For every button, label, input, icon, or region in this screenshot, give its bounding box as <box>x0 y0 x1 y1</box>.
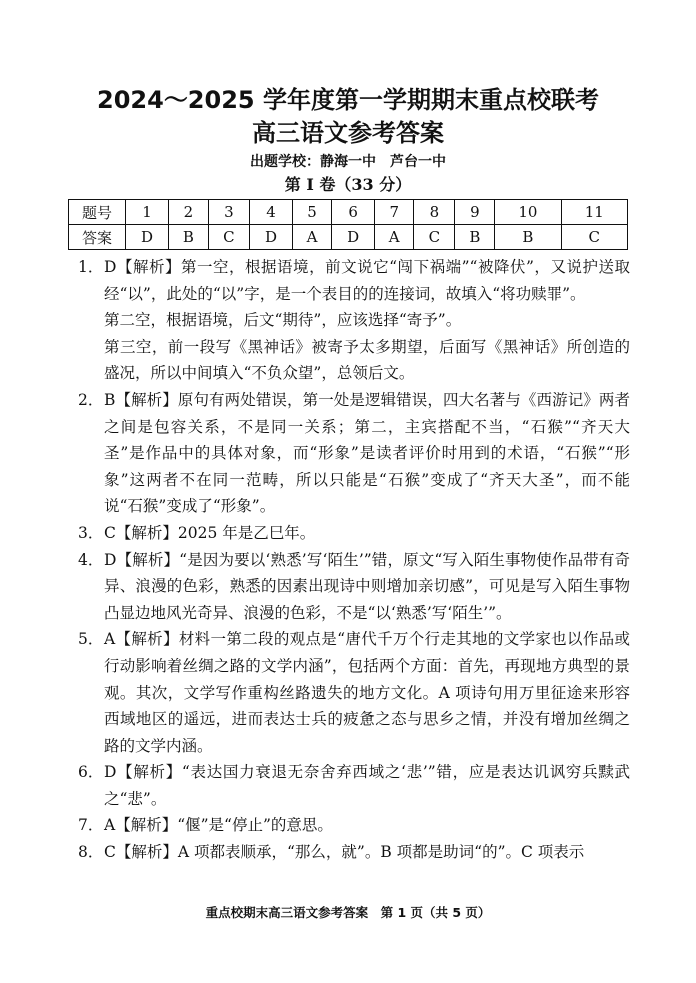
question-number-cell: 6 <box>332 200 375 225</box>
explanation-paragraph: C【解析】2025 年是乙巳年。 <box>104 523 316 542</box>
explanation-item <box>74 759 630 812</box>
explanation-item <box>74 626 630 759</box>
explanation-item <box>74 520 630 547</box>
answer-explanations <box>74 254 630 866</box>
explanation-item <box>74 812 630 839</box>
item-number: 8． <box>78 843 104 862</box>
setter-schools: 出题学校：静海一中 芦台一中 <box>250 154 446 170</box>
question-number-label: 题号 <box>69 200 126 225</box>
explanation-paragraph: D【解析】第一空，根据语境，前文说它“闯下祸端”“被降伏”，又说护送取经“以”，此处的“以”字，是一个表目的的连接词，故填入“将功赎罪”。 <box>104 258 630 303</box>
question-number-cell: 9 <box>455 200 495 225</box>
item-number: 1． <box>78 258 104 276</box>
question-number-row <box>69 200 628 225</box>
answer-cell: D <box>332 225 375 250</box>
explanation-item <box>74 839 630 866</box>
explanation-paragraph: D【解析】“表达国力衰退无奈舍弃西域之‘悲’”错，应是表达讥讽穷兵黩武之“悲”。 <box>104 763 630 808</box>
answer-cell: B <box>495 225 561 250</box>
item-number: 6． <box>78 763 104 782</box>
explanation-item <box>74 387 630 520</box>
answer-cell: A <box>293 225 332 250</box>
answer-row <box>69 225 628 250</box>
question-number-cell: 5 <box>293 200 332 225</box>
question-number-cell: 2 <box>169 200 209 225</box>
explanation-item <box>74 254 630 387</box>
item-number: 2． <box>78 390 104 409</box>
document-subtitle: 高三语文参考答案 <box>252 119 444 147</box>
answer-cell: D <box>126 225 169 250</box>
explanation-paragraph: A【解析】“偃”是“停止”的意思。 <box>104 816 333 835</box>
answer-cell: D <box>249 225 292 250</box>
question-number-cell: 10 <box>495 200 561 225</box>
page-footer: 重点校期末高三语文参考答案 第 1 页（共 5 页） <box>205 905 491 920</box>
item-number: 7． <box>78 816 104 835</box>
item-number: 3． <box>78 523 104 542</box>
explanation-paragraph: C【解析】A 项都表顺承，“那么，就”。B 项都是助词“的”。C 项表示 <box>104 843 585 862</box>
explanation-paragraph: 第二空，根据语境，后文“期待”，应该选择“寄予”。 <box>104 311 462 330</box>
answer-cell: B <box>169 225 209 250</box>
question-number-cell: 1 <box>126 200 169 225</box>
explanation-item <box>74 547 630 627</box>
answer-cell: C <box>208 225 249 250</box>
answer-cell: A <box>375 225 414 250</box>
answer-table <box>68 199 628 250</box>
answer-cell: B <box>455 225 495 250</box>
explanation-paragraph: A【解析】材料一第二段的观点是“唐代千万个行走其地的文学家也以作品或行动影响着丝绸之路的文学内涵”，包括两个方面：首先，再现地方典型的景观。其次，文学写作重构丝路遗失的地方文化。A 项诗句用万里征途来形容西域地区的遥远，进而表达士兵的疲惫之态与思乡之情，并没有增加丝绸之路的文学内涵。 <box>104 630 630 755</box>
answer-label: 答案 <box>69 225 126 250</box>
explanation-paragraph: D【解析】“是因为要以‘熟悉’写‘陌生’”错，原文“写入陌生事物使作品带有奇异、浪漫的色彩，熟悉的因素出现诗中则增加亲切感”，可见是写入陌生事物凸显边地风光奇异、浪漫的色彩，不是“以‘熟悉’写‘陌生’”。 <box>104 550 630 622</box>
item-number: 4． <box>78 550 104 569</box>
answer-cell: C <box>414 225 455 250</box>
document-title: 2024～2025 学年度第一学期期末重点校联考 <box>97 86 599 114</box>
answer-cell: C <box>561 225 627 250</box>
question-number-cell: 3 <box>208 200 249 225</box>
explanation-paragraph: 第三空，前一段写《黑神话》被寄予太多期望，后面写《黑神话》所创造的盛况，所以中间填入“不负众望”，总领后文。 <box>104 337 630 383</box>
item-number: 5． <box>78 630 104 649</box>
question-number-cell: 4 <box>249 200 292 225</box>
explanation-paragraph: B【解析】原句有两处错误，第一处是逻辑错误，四大名著与《西游记》两者之间是包容关系，不是同一关系；第二，主宾搭配不当，“石猴”“齐天大圣”是作品中的具体对象，而“形象”是读者评价时用到的术语，“石猴”“形象”这两者不在同一范畴，所以只能是“石猴”变成了“齐天大圣”，而不能说“石猴”变成了“形象”。 <box>104 390 630 516</box>
question-number-cell: 7 <box>375 200 414 225</box>
question-number-cell: 8 <box>414 200 455 225</box>
question-number-cell: 11 <box>561 200 627 225</box>
section-heading: 第 Ⅰ 卷（33 分） <box>284 175 412 194</box>
